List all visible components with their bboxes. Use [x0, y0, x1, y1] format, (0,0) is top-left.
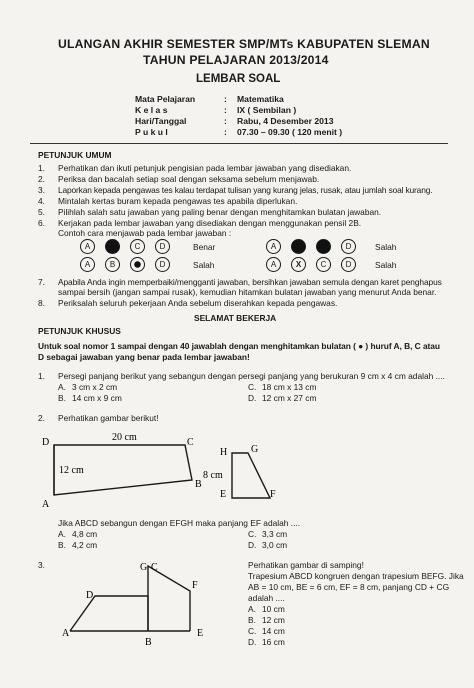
label-f: F — [270, 489, 276, 500]
option-key: C. — [248, 529, 257, 539]
meta-sep: : — [224, 116, 227, 126]
option-key: D. — [248, 393, 257, 403]
example-wrong-label: Salah — [375, 260, 397, 270]
specific-instructions-line1: Untuk soal nomor 1 sampai dengan 40 jawablah dengan menghitamkan bulatan ( ● ) huruf A, B, C atau — [38, 341, 440, 351]
question-number: 2. — [38, 413, 45, 423]
item-number: 4. — [38, 196, 45, 206]
instruction-text: Mintalah kertas buram kepada pengawas tes apabila diperlukan. — [58, 196, 298, 206]
bubble-d: D — [155, 239, 170, 254]
label-e: E — [220, 489, 227, 500]
example-correct-label: Benar — [193, 242, 216, 252]
question-text: Perhatikan gambar berikut! — [58, 413, 159, 423]
instruction-text: Pilihlah salah satu jawaban yang paling benar dengan menghitamkan bulatan jawaban. — [58, 207, 382, 217]
option-b: 14 cm x 9 cm — [72, 393, 122, 403]
option-c: 18 cm x 13 cm — [262, 382, 317, 392]
option-a: 3 cm x 2 cm — [72, 382, 118, 392]
label-top-length: 20 cm — [112, 432, 137, 443]
question-stem: Jika ABCD sebangun dengan EFGH maka panjang EF adalah .... — [58, 518, 301, 528]
question-number: 1. — [38, 371, 45, 381]
label-d: D — [42, 437, 50, 448]
question-text: Trapesium ABCD kongruen dengan trapesium BEFG. Jika — [248, 571, 464, 581]
meta-sep: : — [224, 94, 227, 104]
bubble-crossed: X — [291, 257, 306, 272]
bubble-c: C — [316, 257, 331, 272]
academic-year: TAHUN PELAJARAN 2013/2014 — [143, 53, 329, 67]
instruction-text: Kerjakan pada lembar jawaban yang disediakan dengan menggunakan pensil 2B. — [58, 218, 362, 228]
sheet-title: LEMBAR SOAL — [196, 73, 281, 85]
meta-value-time: 07.30 – 09.30 ( 120 menit ) — [237, 127, 343, 137]
bubble-a: A — [266, 239, 281, 254]
label-f: F — [192, 580, 198, 591]
label-d: D — [86, 590, 94, 601]
item-number: 2. — [38, 174, 45, 184]
meta-label-class: K e l a s — [135, 105, 168, 115]
bubble-partial — [130, 257, 145, 272]
option-c: 14 cm — [262, 626, 285, 636]
bubble-a: A — [80, 239, 95, 254]
bubble-filled — [316, 239, 331, 254]
meta-label-time: P u k u l — [135, 127, 168, 137]
question-text: Persegi panjang berikut yang sebangun dengan persegi panjang yang berukuran 9 cm x 4 cm adalah .... — [58, 371, 445, 381]
option-d: 12 cm x 27 cm — [262, 393, 317, 403]
specific-instructions-heading: PETUNJUK KHUSUS — [38, 326, 121, 336]
option-c: 3,3 cm — [262, 529, 288, 539]
label-side-length: 8 cm — [203, 470, 223, 481]
bubble-filled — [105, 239, 120, 254]
bubble-d: D — [341, 239, 356, 254]
bubble-b: B — [105, 257, 120, 272]
bubble-d: D — [341, 257, 356, 272]
option-d: 3,0 cm — [262, 540, 288, 550]
option-key: D. — [248, 637, 257, 647]
label-e: E — [197, 628, 204, 639]
bubble-a: A — [266, 257, 281, 272]
general-instructions-heading: PETUNJUK UMUM — [38, 150, 112, 160]
bubble-d: D — [155, 257, 170, 272]
example-wrong-label: Salah — [375, 242, 397, 252]
question-text: adalah .... — [248, 593, 285, 603]
option-b: 4,2 cm — [72, 540, 98, 550]
label-g: G — [251, 444, 259, 455]
item-number: 1. — [38, 163, 45, 173]
label-a: A — [62, 628, 70, 639]
trapezoid-befg — [148, 566, 190, 631]
label-g: G — [140, 562, 148, 573]
option-a: 4,8 cm — [72, 529, 98, 539]
meta-sep: : — [224, 127, 227, 137]
label-left-length: 12 cm — [59, 465, 84, 476]
bubble-filled — [291, 239, 306, 254]
bubble-c: C — [130, 239, 145, 254]
q2-figure — [40, 425, 300, 515]
instruction-text: sampai bersih (jangan sampai rusak), kemudian hitamkan bulatan jawaban yang menurut Anda benar. — [58, 287, 437, 297]
label-b: B — [195, 479, 202, 490]
instruction-text: Perhatikan dan ikuti petunjuk pengisian pada lembar jawaban yang disediakan. — [58, 163, 352, 173]
option-key: A. — [58, 529, 66, 539]
bubble-a: A — [80, 257, 95, 272]
option-key: B. — [58, 540, 66, 550]
specific-instructions-line2: D sebagai jawaban yang benar pada lembar jawaban! — [38, 352, 250, 362]
option-key: A. — [58, 382, 66, 392]
trapezoid-abcd — [70, 596, 148, 631]
instruction-text: Laporkan kepada pengawas tes kalau terdapat tulisan yang kurang jelas, rusak, atau jumlah soal kurang. — [58, 185, 433, 195]
label-h: H — [220, 447, 228, 458]
option-d: 16 cm — [262, 637, 285, 647]
option-key: A. — [248, 604, 256, 614]
instruction-text: Periksalah seluruh pekerjaan Anda sebelum diserahkan kepada pengawas. — [58, 298, 338, 308]
option-b: 12 cm — [262, 615, 285, 625]
label-a: A — [42, 499, 50, 510]
option-key: D. — [248, 540, 257, 550]
item-number: 3. — [38, 185, 45, 195]
example-label: Contoh cara menjawab pada lembar jawaban : — [58, 228, 232, 238]
question-number: 3. — [38, 560, 45, 570]
trapezoid-efgh — [232, 453, 270, 498]
option-key: C. — [248, 382, 257, 392]
option-key: B. — [58, 393, 66, 403]
good-luck-text: SELAMAT BEKERJA — [194, 313, 277, 323]
meta-value-date: Rabu, 4 Desember 2013 — [237, 116, 334, 126]
item-number: 7. — [38, 277, 45, 287]
meta-label-date: Hari/Tanggal — [135, 116, 187, 126]
instruction-text: Apabila Anda ingin memperbaiki/mengganti jawaban, bersihkan jawaban semula dengan karet penghapus — [58, 277, 442, 287]
meta-label-subject: Mata Pelajaran — [135, 94, 196, 104]
exam-title: ULANGAN AKHIR SEMESTER SMP/MTs KABUPATEN SLEMAN — [58, 37, 430, 51]
item-number: 8. — [38, 298, 45, 308]
q3-figure — [60, 556, 220, 656]
meta-sep: : — [224, 105, 227, 115]
meta-value-subject: Matematika — [237, 94, 284, 104]
label-c: C — [187, 437, 194, 448]
option-key: B. — [248, 615, 256, 625]
option-key: C. — [248, 626, 257, 636]
instruction-text: Periksa dan bacalah setiap soal dengan seksama sebelum menjawab. — [58, 174, 320, 184]
item-number: 5. — [38, 207, 45, 217]
label-c: C — [151, 562, 158, 573]
question-text: AB = 10 cm, BE = 6 cm, EF = 8 cm, panjang CD + CG — [248, 582, 450, 592]
meta-value-class: IX ( Sembilan ) — [237, 105, 297, 115]
example-wrong-label: Salah — [193, 260, 215, 270]
label-b: B — [145, 637, 152, 648]
item-number: 6. — [38, 218, 45, 228]
divider — [30, 143, 448, 144]
option-a: 10 cm — [262, 604, 285, 614]
question-text: Perhatikan gambar di samping! — [248, 560, 364, 570]
